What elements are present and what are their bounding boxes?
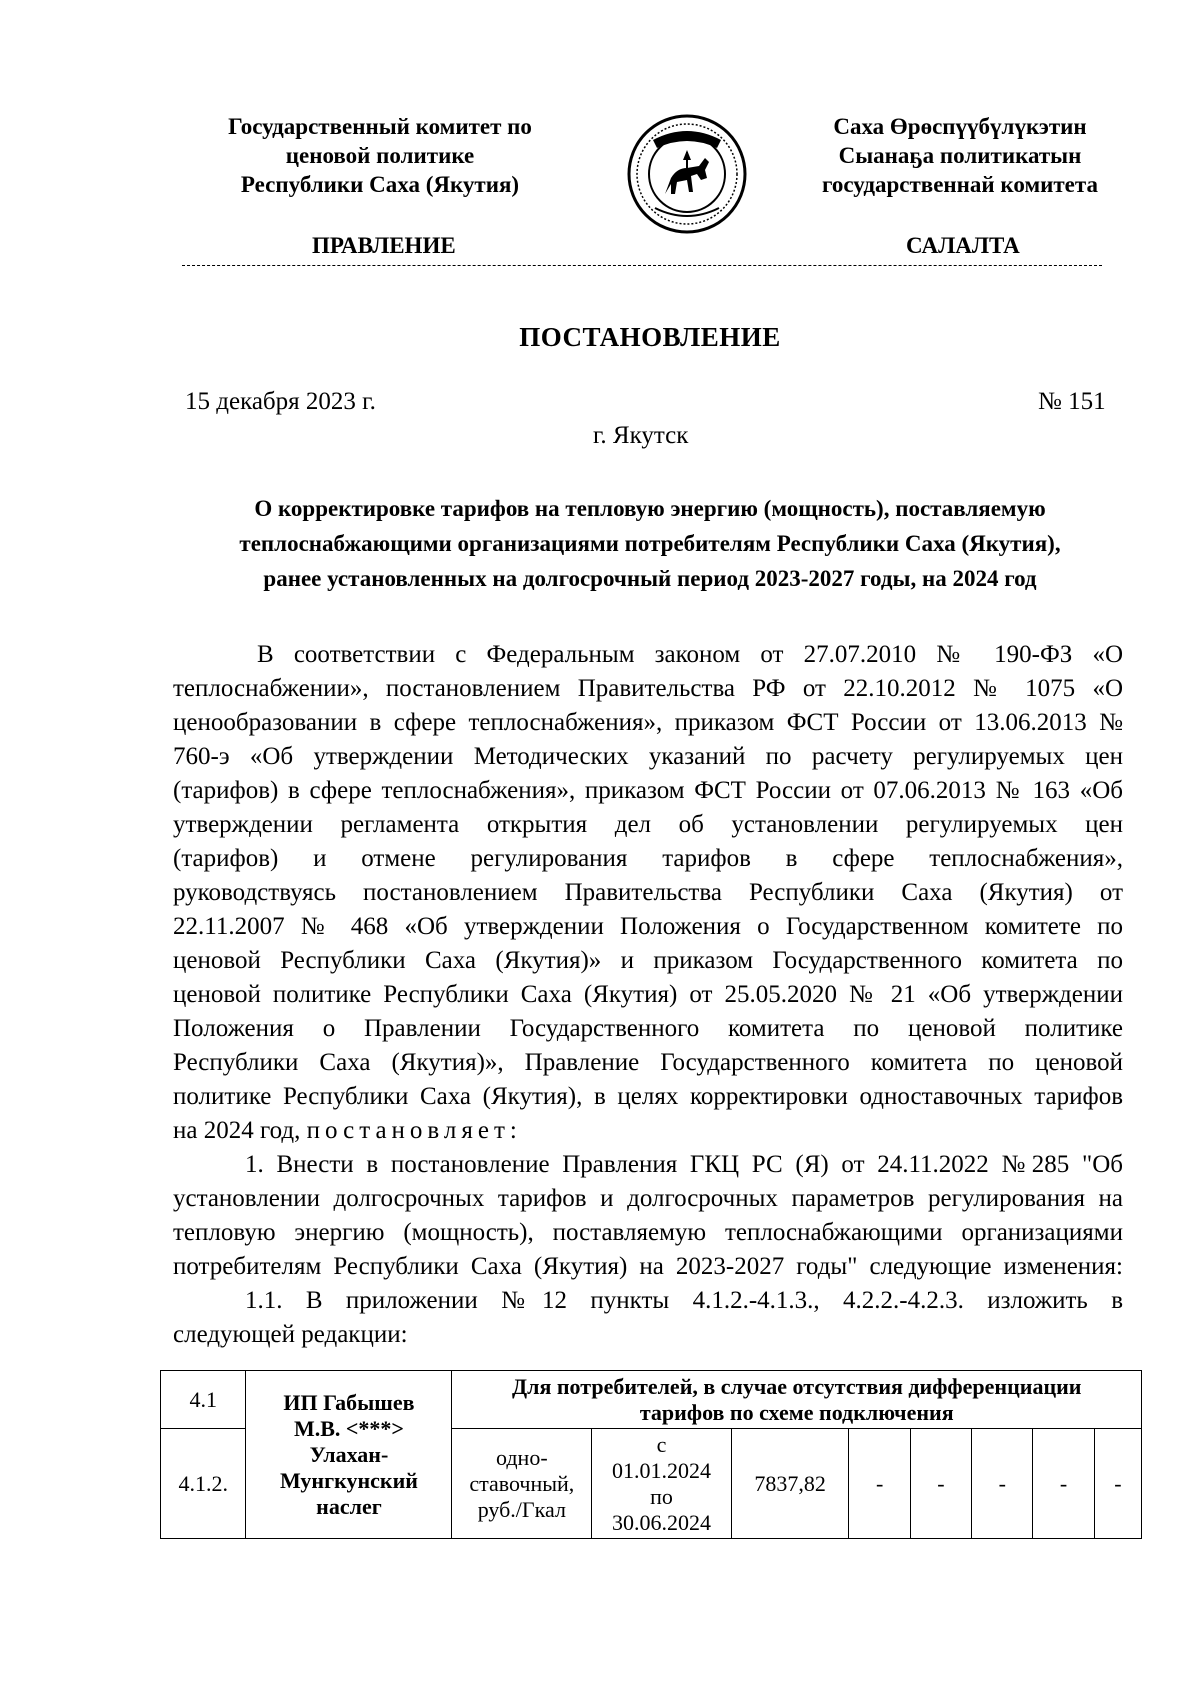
organization-line-1: ИП Габышев bbox=[283, 1389, 415, 1415]
item1-line-2: установлении долгосрочных тарифов и долгосрочных параметров регулирования на bbox=[173, 1185, 1123, 1212]
header-right-line-1: Саха Өрөспүүбүлүкэтин bbox=[833, 114, 1087, 139]
period-line-1: с bbox=[656, 1431, 667, 1457]
consumer-group-line-2: тарифов по схеме подключения bbox=[639, 1399, 954, 1425]
document-title: ПОСТАНОВЛЕНИЕ bbox=[519, 322, 781, 352]
preamble-last-text: на 2024 год, bbox=[173, 1117, 301, 1144]
header-right-line-3: государственнай комитета bbox=[822, 172, 1098, 197]
period-line-2: 01.01.2024 bbox=[612, 1457, 712, 1483]
preamble-line-13: Республики Саха (Якутия)», Правление Государственного комитета по ценовой bbox=[173, 1049, 1123, 1076]
preamble-line-1: В соответствии с Федеральным законом от 27.07.2010 № 190-ФЗ «О bbox=[257, 641, 1123, 668]
header-right-line-2: Сыанаҕа политикатын bbox=[838, 143, 1082, 168]
preamble-line-12: Положения о Правлении Государственного комитета по ценовой политике bbox=[173, 1015, 1123, 1042]
subject-line-3: ранее установленных на долгосрочный период 2023-2027 годы, на 2024 год bbox=[263, 566, 1037, 591]
header-left-line-3: Республики Саха (Якутия) bbox=[240, 172, 520, 197]
header-right-board: САЛАЛТА bbox=[906, 233, 1020, 258]
item1-line-1: 1. Внести в постановление Правления ГКЦ РС (Я) от 24.11.2022 №285 "Об bbox=[245, 1151, 1123, 1178]
item1-line-4: потребителям Республики Саха (Якутия) на 2023-2027 годы" следующие изменения: bbox=[173, 1253, 1123, 1280]
preamble-line-2: теплоснабжении», постановлением Правительства РФ от 22.10.2012 № 1075 «О bbox=[173, 675, 1123, 702]
rate-type-line-2: ставочный, bbox=[469, 1470, 575, 1496]
header-left-line-2: ценовой политике bbox=[285, 143, 475, 168]
organization-cell bbox=[246, 1371, 452, 1539]
period-line-3: по bbox=[650, 1483, 673, 1509]
item11-line-2: следующей редакции: bbox=[173, 1321, 408, 1348]
coat-of-arms-emblem bbox=[625, 112, 749, 236]
preamble-line-8: руководствуясь постановлением Правительства Республики Саха (Якутия) от bbox=[173, 879, 1123, 906]
document-number: № 151 bbox=[1038, 388, 1106, 415]
empty-value-cell: - bbox=[972, 1429, 1033, 1539]
preamble-line-4: 760-э «Об утверждении Методических указаний по расчету регулируемых цен bbox=[173, 743, 1123, 770]
preamble bbox=[173, 638, 1123, 1352]
document-subject bbox=[175, 491, 1125, 596]
preamble-line-6: утверждении регламента открытия дел об установлении регулируемых цен bbox=[173, 811, 1123, 838]
document-date: 15 декабря 2023 г. bbox=[185, 388, 376, 415]
subject-line-2: теплоснабжающими организациями потребителям Республики Саха (Якутия), bbox=[239, 531, 1061, 556]
resolves-word: постановляет: bbox=[306, 1117, 522, 1144]
empty-value-cell: - bbox=[1033, 1429, 1094, 1539]
rate-type-line-1: одно- bbox=[495, 1444, 548, 1470]
preamble-line-15 bbox=[173, 1114, 1123, 1148]
preamble-line-11: ценовой политике Республики Саха (Якутия) от 25.05.2020 № 21 «Об утверждении bbox=[173, 981, 1123, 1008]
organization-line-4: Мунгкунский bbox=[279, 1467, 418, 1493]
preamble-line-5: (тарифов) в сфере теплоснабжения», приказом ФСТ России от 07.06.2013 № 163 «Об bbox=[173, 777, 1123, 804]
organization-line-2: М.В. <***> bbox=[293, 1415, 404, 1441]
header-left bbox=[190, 112, 570, 199]
header-divider bbox=[182, 265, 1102, 266]
period-cell bbox=[592, 1429, 732, 1539]
row-number-cell: 4.1 bbox=[161, 1371, 246, 1429]
item1-line-3: тепловую энергию (мощность), поставляемую теплоснабжающими организациями bbox=[173, 1219, 1123, 1246]
header-left-board: ПРАВЛЕНИЕ bbox=[312, 233, 456, 258]
empty-value-cell: - bbox=[1094, 1429, 1141, 1539]
document-city: г. Якутск bbox=[593, 422, 689, 449]
organization-line-3: Улахан- bbox=[309, 1441, 389, 1467]
preamble-line-7: (тарифов) и отмене регулирования тарифов в сфере теплоснабжения», bbox=[173, 845, 1123, 872]
tariff-value-cell: 7837,82 bbox=[731, 1429, 849, 1539]
empty-value-cell: - bbox=[910, 1429, 971, 1539]
preamble-line-3: ценообразовании в сфере теплоснабжения», приказом ФСТ России от 13.06.2013 № bbox=[173, 709, 1123, 736]
item11-line-1: 1.1. В приложении №12 пункты 4.1.2.-4.1.3., 4.2.2.-4.2.3. изложить в bbox=[245, 1287, 1123, 1314]
header-right bbox=[790, 112, 1130, 199]
consumer-group-line-1: Для потребителей, в случае отсутствия дифференциации bbox=[512, 1373, 1082, 1399]
row-number-cell: 4.1.2. bbox=[161, 1429, 246, 1539]
period-line-4: 30.06.2024 bbox=[612, 1509, 712, 1535]
header-left-line-1: Государственный комитет по bbox=[228, 114, 532, 139]
rate-type-line-3: руб./Гкал bbox=[477, 1496, 566, 1522]
preamble-line-10: ценовой Республики Саха (Якутия)» и приказом Государственного комитета по bbox=[173, 947, 1123, 974]
organization-line-5: наслег bbox=[316, 1493, 382, 1519]
subject-line-1: О корректировке тарифов на тепловую энергию (мощность), поставляемую bbox=[254, 496, 1046, 521]
preamble-line-9: 22.11.2007 № 468 «Об утверждении Положения о Государственном комитете по bbox=[173, 913, 1123, 940]
preamble-line-14: политике Республики Саха (Якутия), в целях корректировки одноставочных тарифов bbox=[173, 1083, 1123, 1110]
rate-type-cell bbox=[452, 1429, 592, 1539]
table-row bbox=[161, 1371, 1142, 1429]
consumer-group-header bbox=[452, 1371, 1142, 1429]
tariff-table bbox=[160, 1370, 1142, 1539]
empty-value-cell: - bbox=[849, 1429, 910, 1539]
